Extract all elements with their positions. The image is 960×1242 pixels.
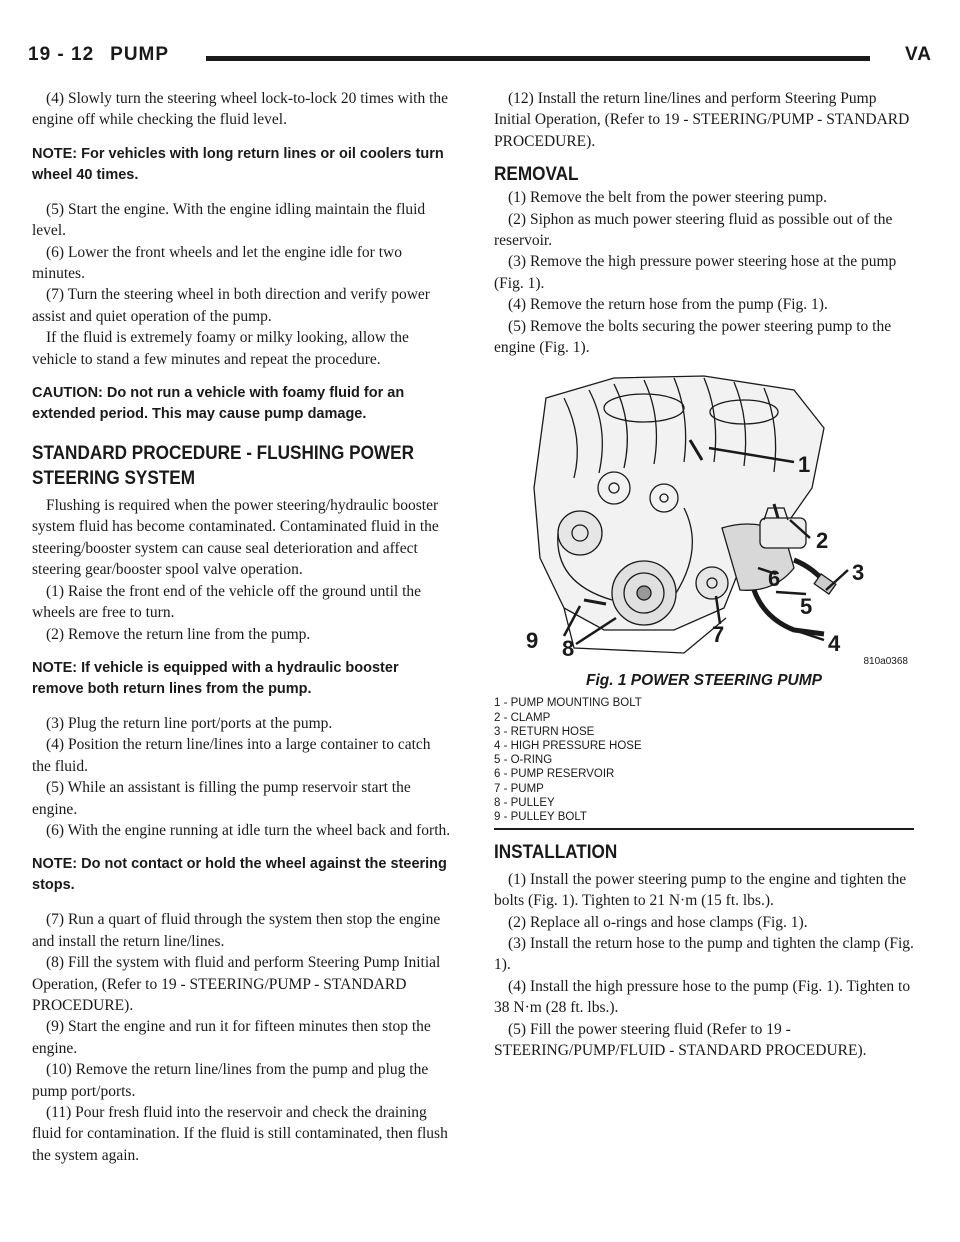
note: NOTE: If vehicle is equipped with a hydraulic booster remove both return lines from the pump. [32,659,399,697]
legend-item: 4 - HIGH PRESSURE HOSE [494,740,642,753]
paragraph: (2) Siphon as much power steering fluid as possible out of the reservoir. [494,210,893,250]
paragraph: (1) Remove the belt from the power steering pump. [508,189,827,207]
paragraph: (5) While an assistant is filling the pump reservoir start the engine. [32,779,411,818]
paragraph: (10) Remove the return line/lines from the pump and plug the pump port/ports. [32,1061,429,1100]
paragraph: (4) Position the return line/lines into a large container to catch the fluid. [32,736,431,775]
paragraph: (9) Start the engine and run it for fifteen minutes then stop the engine. [32,1018,431,1057]
paragraph: If the fluid is extremely foamy or milky looking, allow the vehicle to stand a few minutes and repeat the procedure. [32,329,409,368]
callout-3: 3 [852,560,865,586]
figure-caption: Fig. 1 POWER STEERING PUMP [586,672,822,690]
legend-item: 3 - RETURN HOSE [494,725,595,738]
paragraph: (3) Plug the return line port/ports at the pump. [46,714,333,732]
legend-item: 7 - PUMP [494,782,544,795]
legend-item: 1 - PUMP MOUNTING BOLT [494,697,642,710]
callout-5: 5 [800,594,813,620]
paragraph: (1) Install the power steering pump to the engine and tighten the bolts (Fig. 1). Tighten to 21 N·m (15 ft. lbs.). [494,870,907,910]
engine-illustration [494,368,914,668]
callout-8: 8 [562,636,575,662]
paragraph: Flushing is required when the power steering/hydraulic booster system fluid has become contaminated. Contaminated fluid in the steering/booster system can cause seal deterioration and affect steering gear/booster spool valve operation. [32,497,439,579]
callout-4: 4 [828,631,841,657]
legend-rule [494,828,914,830]
legend-item: 9 - PULLEY BOLT [494,811,587,824]
paragraph: (11) Pour fresh fluid into the reservoir and check the draining fluid for contamination. If the fluid is still contaminated, then flush the system again. [32,1104,448,1164]
legend-item: 8 - PULLEY [494,796,555,809]
paragraph: (8) Fill the system with fluid and perform Steering Pump Initial Operation, (Refer to 19 - STEERING/PUMP - STANDARD PROCEDURE). [32,954,441,1014]
paragraph: (7) Turn the steering wheel in both direction and verify power assist and quiet operation of the pump. [32,286,430,325]
header-left [28,44,169,66]
paragraph: (3) Remove the high pressure power steering hose at the pump (Fig. 1). [494,253,897,292]
model-code: VA [905,44,932,65]
paragraph: (5) Fill the power steering fluid (Refer to 19 - STEERING/PUMP/FLUID - STANDARD PROCEDURE). [494,1020,867,1060]
removal-heading: REMOVAL [494,163,579,186]
paragraph: (12) Install the return line/lines and perform Steering Pump Initial Operation, (Refer to 19 - STEERING/PUMP - STANDARD PROCEDURE). [494,90,910,150]
figure-legend [494,696,914,824]
paragraph: (4) Remove the return hose from the pump (Fig. 1). [508,296,828,314]
figure-power-steering-pump [494,368,914,668]
callout-2: 2 [816,528,829,554]
figure-code: 810a0368 [863,656,908,668]
caution: CAUTION: Do not run a vehicle with foamy fluid for an extended period. This may cause pump damage. [32,385,405,423]
paragraph: (3) Install the return hose to the pump and tighten the clamp (Fig. 1). [494,935,914,974]
paragraph: (1) Raise the front end of the vehicle off the ground until the wheels are free to turn. [32,582,422,622]
paragraph: (2) Replace all o-rings and hose clamps (Fig. 1). [508,913,808,931]
page-header [28,42,932,72]
page-number: 19 - 12 [28,44,95,65]
paragraph: (6) With the engine running at idle turn the wheel back and forth. [46,821,451,839]
paragraph: (6) Lower the front wheels and let the engine idle for two minutes. [32,243,402,283]
header-rule [206,56,870,61]
section-heading: STANDARD PROCEDURE - FLUSHING POWER STEERING SYSTEM [32,442,414,490]
paragraph: (4) Slowly turn the steering wheel lock-to-lock 20 times with the engine off while checking the fluid level. [32,90,449,129]
right-column [494,88,914,1061]
paragraph: (4) Install the high pressure hose to the pump (Fig. 1). Tighten to 38 N·m (28 ft. lbs.). [494,977,911,1017]
paragraph: (5) Start the engine. With the engine idling maintain the fluid level. [32,200,426,240]
installation-heading: INSTALLATION [494,840,618,863]
callout-6: 6 [768,566,781,592]
note: NOTE: Do not contact or hold the wheel against the steering stops. [32,856,447,894]
callout-9: 9 [526,628,539,654]
note: NOTE: For vehicles with long return lines or oil coolers turn wheel 40 times. [32,145,444,183]
paragraph: (5) Remove the bolts securing the power steering pump to the engine (Fig. 1). [494,317,892,357]
legend-item: 5 - O-RING [494,754,553,767]
callout-7: 7 [712,622,725,648]
left-column [32,88,452,1166]
callout-1: 1 [798,452,811,478]
paragraph: (7) Run a quart of fluid through the system then stop the engine and install the return line/lines. [32,911,441,950]
section-title: PUMP [110,44,170,65]
legend-item: 6 - PUMP RESERVOIR [494,768,615,781]
legend-item: 2 - CLAMP [494,711,551,724]
paragraph: (2) Remove the return line from the pump. [46,625,311,643]
